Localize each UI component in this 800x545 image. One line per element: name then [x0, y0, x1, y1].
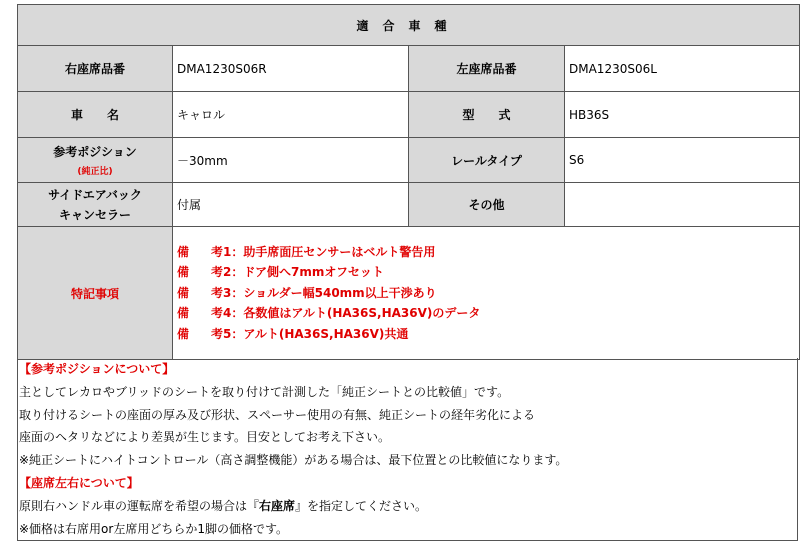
car-name-label: 車 名	[18, 92, 173, 138]
right-seat-value: DMA1230S06R	[173, 46, 409, 92]
note-line: ※純正シートにハイトコントロール（高さ調整機能）がある場合は、最下位置との比較値になります。	[19, 453, 568, 468]
remark-item: 備 考5：アルト(HA36S,HA36V)共通	[177, 326, 409, 341]
price-note: ※価格は右席用or左席用どちらか1脚の価格です。	[19, 521, 289, 536]
remark-item: 備 考2：ドア側へ7mmオフセット	[177, 265, 384, 280]
airbag-canceller-label	[18, 183, 173, 227]
airbag-canceller-value: 付属	[173, 183, 409, 227]
table-title: 適合車種	[18, 5, 800, 46]
rail-type-label: レールタイプ	[409, 138, 565, 183]
ref-position-label	[18, 138, 173, 183]
special-notes-label: 特記事項	[18, 227, 173, 360]
note-line: 取り付けるシートの座面の厚み及び形状、スペーサー使用の有無、純正シートの経年劣化による	[19, 407, 536, 422]
remark-item: 備 考3：ショルダー幅540mm以上干渉あり	[177, 285, 437, 300]
airbag-label-line2: キャンセラー	[58, 207, 131, 222]
special-notes-list	[173, 227, 800, 360]
seat-side-note: 原則右ハンドル車の運転席を希望の場合は『右座席』を指定してください。	[19, 498, 428, 513]
note-line: 座面のヘタリなどにより差異が生じます。目安としてお考え下さい。	[19, 430, 391, 445]
model-value: HB36S	[565, 92, 800, 138]
ref-position-value: －30mm	[173, 138, 409, 183]
right-seat-emphasis: 右座席	[259, 498, 296, 513]
airbag-label-line1: サイドエアバック	[48, 187, 142, 202]
notes-section	[17, 358, 798, 541]
right-seat-label: 右座席品番	[18, 46, 173, 92]
model-label: 型 式	[409, 92, 565, 138]
left-seat-label: 左座席品番	[409, 46, 565, 92]
position-notes-heading: 【参考ポジションについて】	[19, 362, 175, 376]
rail-type-value: S6	[565, 138, 800, 183]
note-line: 主としてレカロやブリッドのシートを取り付けて計測した「純正シートとの比較値」です。	[19, 384, 510, 399]
car-name-value: キャロル	[173, 92, 409, 138]
left-seat-value: DMA1230S06L	[565, 46, 800, 92]
remark-item: 備 考1：助手席面圧センサーはベルト警告用	[177, 244, 436, 259]
compatibility-table	[17, 4, 800, 360]
ref-position-sub: (純正比)	[77, 167, 113, 177]
ref-position-title: 参考ポジション	[53, 145, 137, 159]
other-label: その他	[409, 183, 565, 227]
remark-item: 備 考4：各数値はアルト(HA36S,HA36V)のデータ	[177, 306, 481, 321]
seat-side-heading: 【座席左右について】	[19, 475, 139, 490]
other-value	[565, 183, 800, 227]
